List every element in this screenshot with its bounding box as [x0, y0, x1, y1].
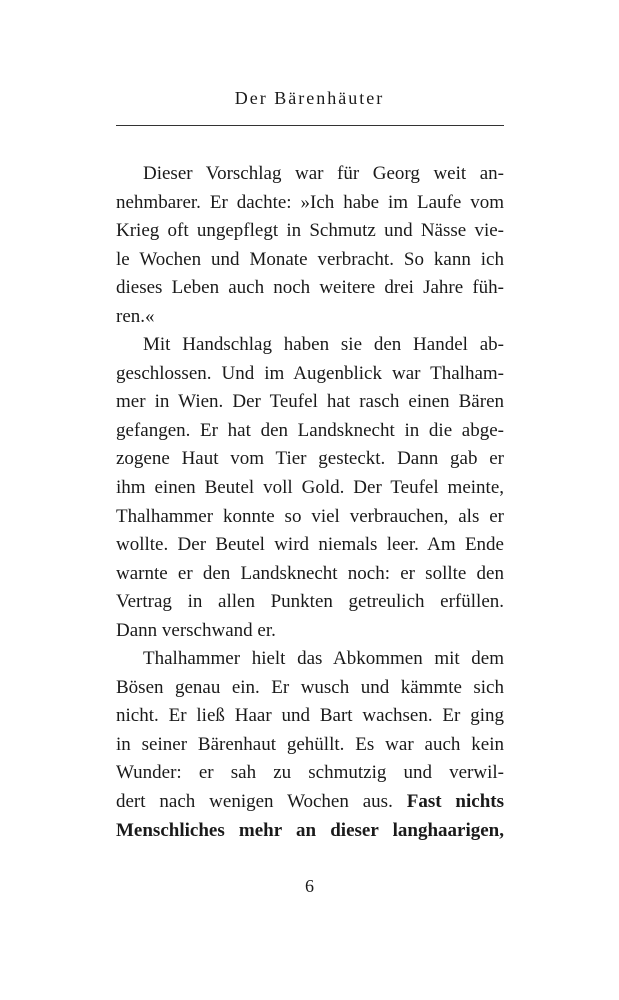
text-line [116, 731, 504, 760]
text-line [116, 217, 504, 246]
text-line [116, 817, 504, 846]
line-text: mer in Wien. Der Teufel hat rasch einen Bären [116, 391, 504, 413]
bold-text: Menschliches mehr an dieser langhaarigen, [116, 819, 504, 841]
line-text: Krieg oft ungepflegt in Schmutz und Nässe vie- [116, 220, 504, 242]
text-line [116, 759, 504, 788]
line-text: nicht. Er ließ Haar und Bart wachsen. Er ging [116, 705, 504, 727]
text-line [116, 331, 504, 360]
line-text: dert nach wenigen Wochen aus. [116, 791, 393, 813]
line-text: Wunder: er sah zu schmutzig und verwil- [116, 762, 504, 784]
bold-text: Fast nichts [406, 791, 504, 813]
line-text: dieses Leben auch noch weitere drei Jahre füh- [116, 277, 504, 299]
text-line [116, 474, 504, 503]
page-number: 6 [305, 876, 314, 896]
text-line [116, 246, 504, 275]
text-line [116, 617, 504, 646]
line-text: geschlossen. Und im Augenblick war Thalham- [116, 362, 504, 384]
line-text: Vertrag in allen Punkten getreulich erfüllen. [116, 591, 504, 613]
text-line [116, 445, 504, 474]
text-line [116, 560, 504, 589]
text-line [116, 531, 504, 560]
text-line [116, 189, 504, 218]
line-text: warnte er den Landsknecht noch: er sollte den [116, 562, 504, 584]
line-text: Dieser Vorschlag war für Georg weit an- [143, 163, 504, 184]
line-text: Thalhammer hielt das Abkommen mit dem [143, 648, 504, 670]
line-text: zogene Haut vom Tier gesteckt. Dann gab er [116, 448, 504, 470]
text-line [116, 274, 504, 303]
text-line [116, 645, 504, 674]
header-rule [116, 125, 504, 126]
line-text: gefangen. Er hat den Landsknecht in die abge- [116, 419, 504, 441]
text-line [116, 503, 504, 532]
line-text: wollte. Der Beutel wird niemals leer. Am Ende [116, 534, 504, 556]
running-header: Der Bärenhäuter [234, 88, 385, 108]
text-line [116, 303, 504, 332]
line-text: ihm einen Beutel voll Gold. Der Teufel meinte, [116, 477, 504, 499]
line-text: le Wochen und Monate verbracht. So kann ich [116, 248, 504, 270]
line-text: Mit Handschlag haben sie den Handel ab- [143, 334, 504, 356]
line-text: Thalhammer konnte so viel verbrauchen, als er [116, 505, 504, 527]
text-line [116, 674, 504, 703]
body-text [116, 160, 504, 845]
text-line [116, 588, 504, 617]
text-line [116, 360, 504, 389]
text-line [116, 388, 504, 417]
text-line [116, 417, 504, 446]
line-text: Dann verschwand er. [116, 619, 276, 641]
line-text: ren.« [116, 305, 155, 327]
text-line [116, 702, 504, 731]
text-line [116, 788, 504, 817]
line-text: Bösen genau ein. Er wusch und kämmte sich [116, 676, 504, 698]
line-text: in seiner Bärenhaut gehüllt. Es war auch kein [116, 733, 504, 755]
text-line [116, 160, 504, 189]
line-text: nehmbarer. Er dachte: »Ich habe im Laufe vom [116, 191, 504, 213]
